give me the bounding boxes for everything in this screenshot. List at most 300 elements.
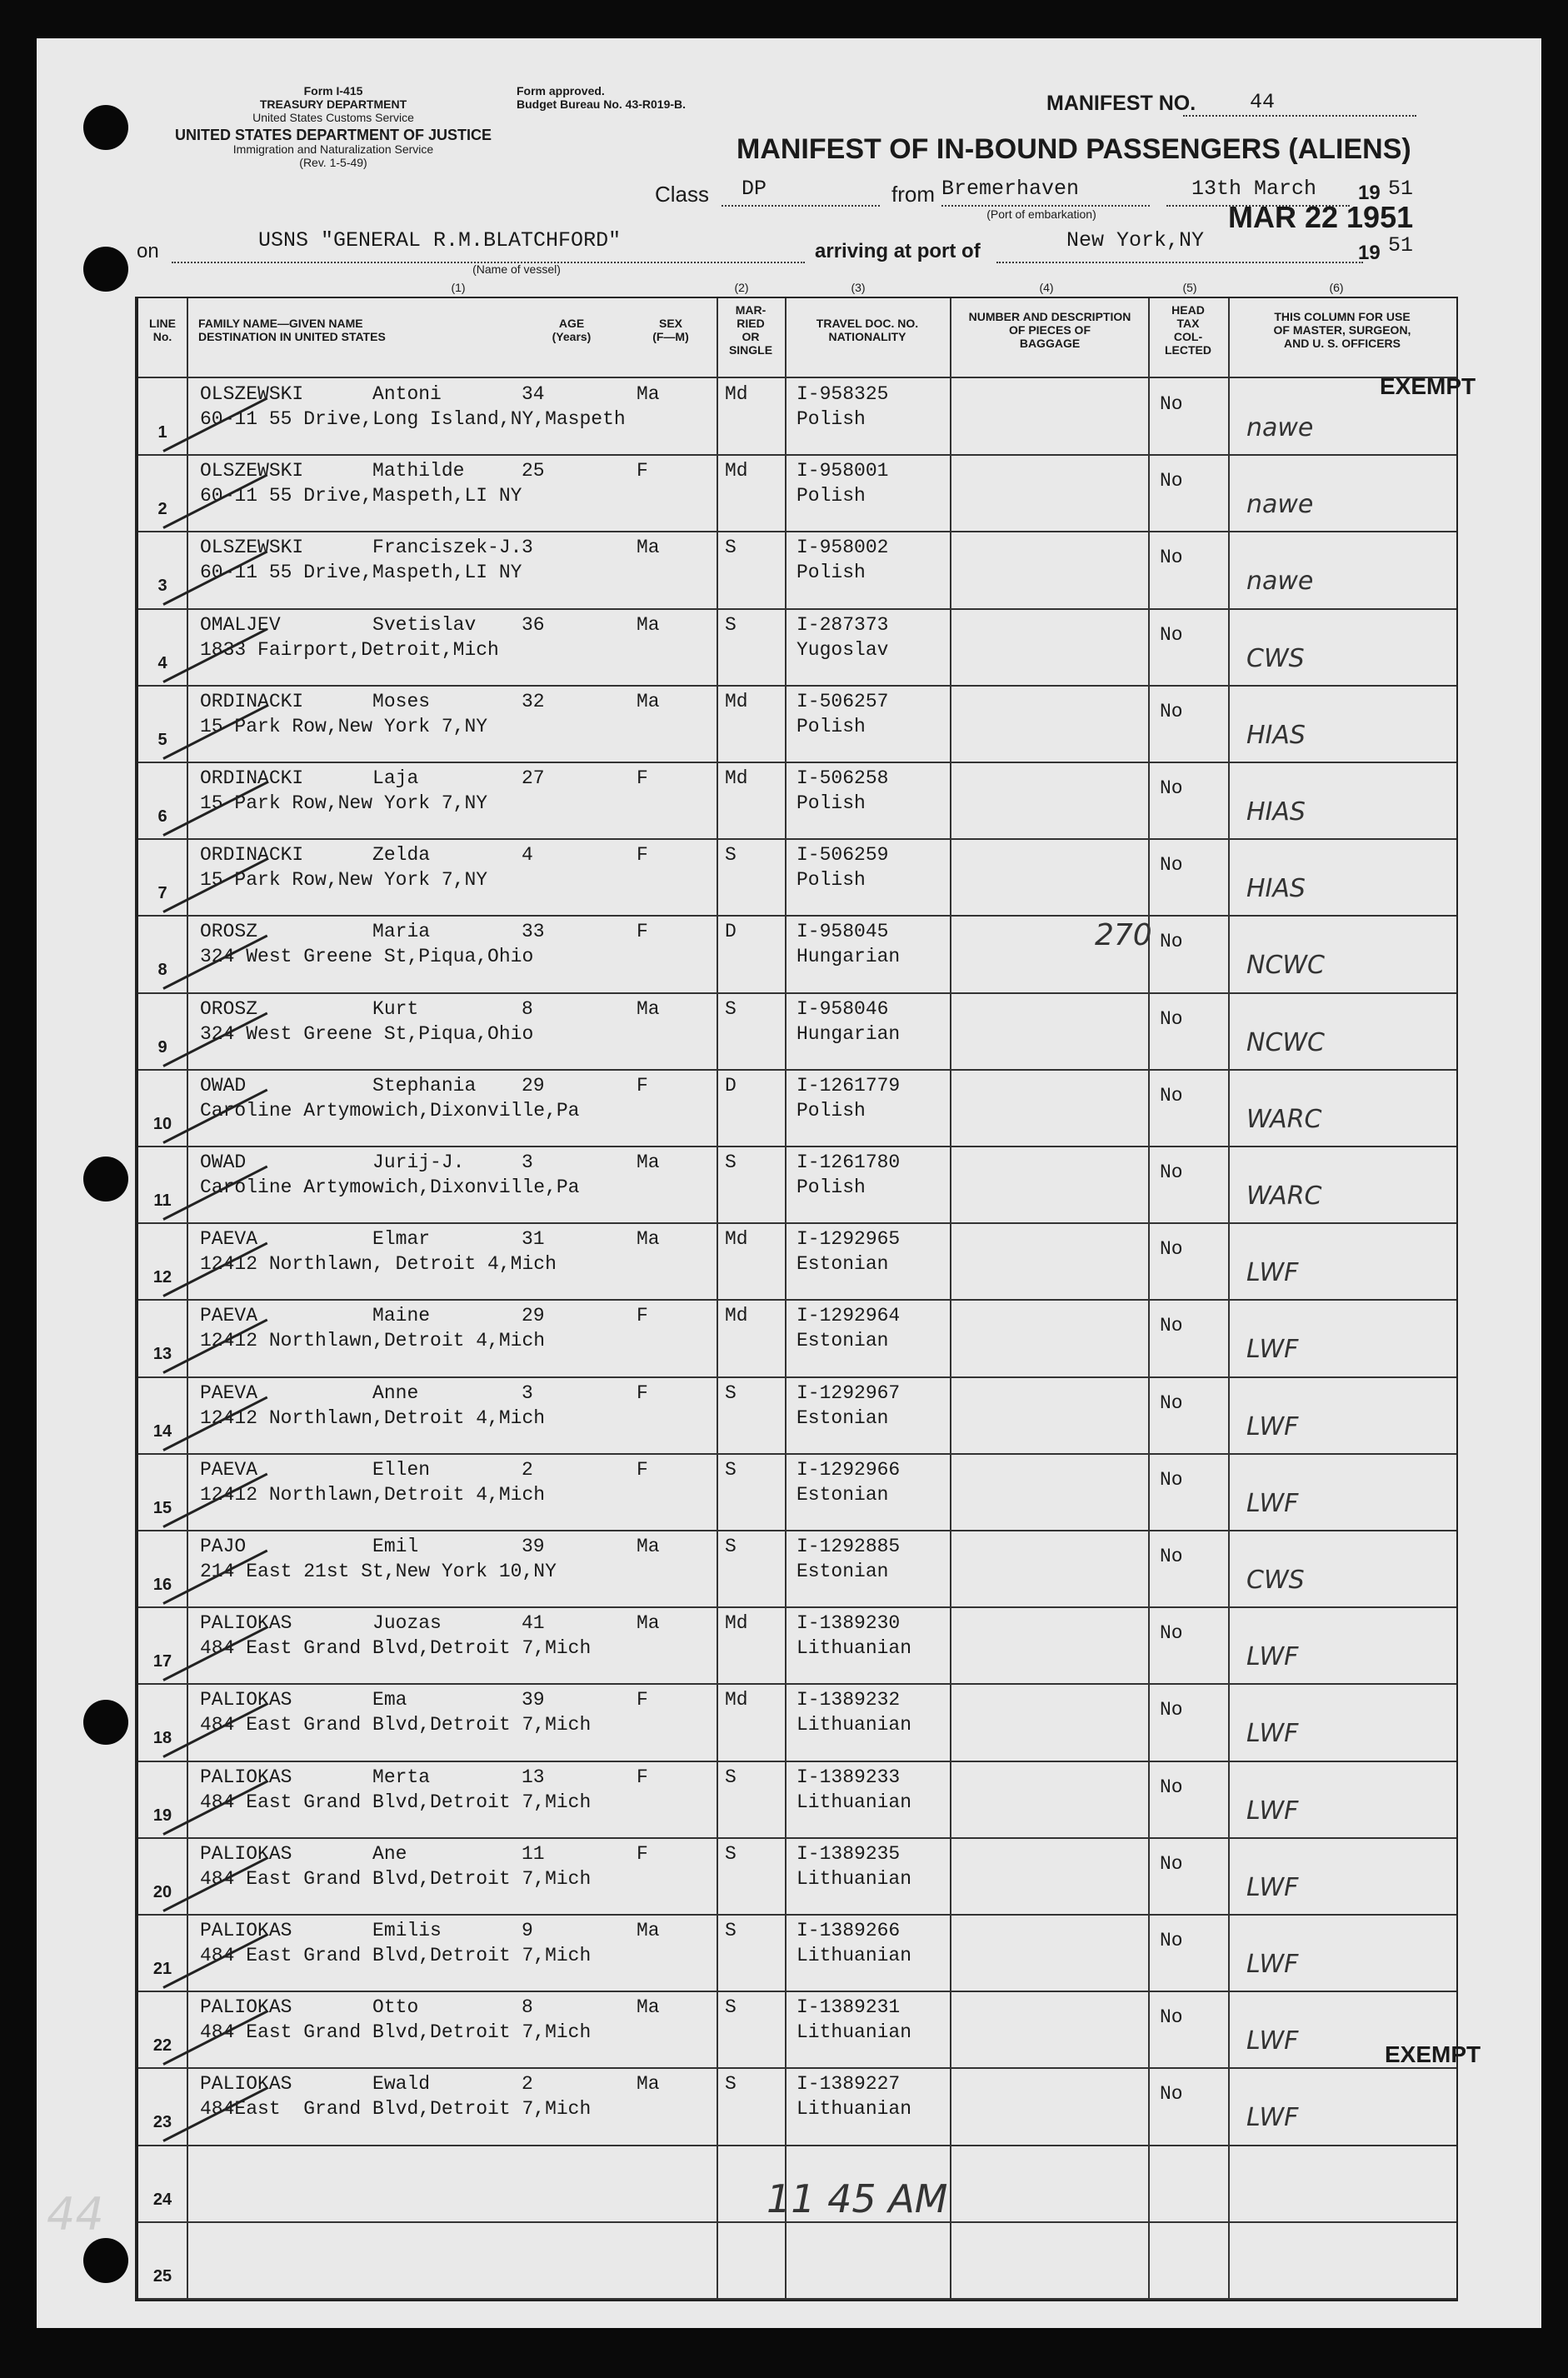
travel-doc-no: I-1292885	[796, 1536, 901, 1557]
marital-status: Md	[725, 767, 748, 789]
destination: Caroline Artymowich,Dixonville,Pa	[200, 1177, 580, 1198]
passenger-name: ORDINACKI Laja	[200, 767, 419, 789]
officer-note: LWF	[1246, 1258, 1299, 1288]
header-sex: SEX (F—M)	[652, 317, 689, 343]
budget-bureau: Budget Bureau No. 43-R019-B.	[517, 97, 687, 111]
nationality: Lithuanian	[796, 1945, 912, 1966]
punch-hole	[83, 105, 128, 150]
line-number: 3	[157, 577, 167, 596]
head-tax: No	[1160, 1391, 1183, 1414]
passenger-age: 32	[522, 690, 545, 712]
header-age: AGE (Years)	[552, 317, 592, 343]
destination: 214 East 21st St,New York 10,NY	[200, 1561, 557, 1582]
passenger-name: OLSZEWSKI Franciszek-J.	[200, 537, 522, 559]
nationality: Lithuanian	[796, 1637, 912, 1660]
arriving-line	[996, 262, 1363, 263]
line-number: 8	[157, 961, 167, 980]
table-row	[138, 1838, 1456, 1915]
passenger-sex: Ma	[637, 613, 660, 636]
line-number: 14	[152, 1421, 172, 1441]
head-tax: No	[1160, 623, 1183, 646]
table-row	[138, 839, 1456, 916]
table-row	[138, 1684, 1456, 1761]
marital-status: Md	[725, 1612, 748, 1635]
header-travel: TRAVEL DOC. NO. NATIONALITY	[816, 317, 919, 343]
officer-note: LWF	[1246, 1488, 1299, 1518]
passenger-name: PALIOKAS Ane	[200, 1842, 407, 1865]
passenger-name: PALIOKAS Emilis	[200, 1920, 442, 1941]
line-number: 20	[152, 1882, 172, 1901]
officer-note: LWF	[1246, 1950, 1299, 1979]
passenger-age: 3	[522, 1381, 533, 1404]
table-row	[138, 686, 1456, 762]
manifest-title: MANIFEST OF IN-BOUND PASSENGERS (ALIENS)	[737, 133, 1411, 165]
head-tax: No	[1160, 777, 1183, 799]
passenger-sex: Ma	[637, 537, 660, 559]
table-row	[138, 1147, 1456, 1223]
marital-status: D	[725, 921, 737, 943]
travel-doc-no: I-1261779	[796, 1074, 901, 1097]
officer-note: WARC	[1246, 1182, 1322, 1211]
marital-status: S	[725, 997, 737, 1020]
line-number: 13	[152, 1345, 172, 1364]
passenger-age: 27	[522, 767, 545, 789]
manifest-no-label: MANIFEST NO.	[1046, 92, 1196, 115]
travel-doc-no: I-958001	[796, 460, 889, 482]
passenger-name: OROSZ Maria	[200, 921, 431, 943]
nationality: Hungarian	[796, 1022, 901, 1045]
year-from: 51	[1388, 177, 1414, 201]
table-row	[138, 916, 1456, 992]
passenger-age: 25	[522, 460, 545, 482]
destination: 60-11 55 Drive,Maspeth,LI NY	[200, 562, 522, 584]
line-number: 9	[157, 1037, 167, 1057]
rev-date: (Rev. 1-5-49)	[299, 156, 367, 169]
table-row	[138, 1761, 1456, 1838]
officer-note: LWF	[1246, 2026, 1299, 2056]
destination: 12412 Northlawn, Detroit 4,Mich	[200, 1253, 557, 1276]
arriving-label: arriving at port of	[815, 240, 981, 262]
passenger-sex: Ma	[637, 1612, 660, 1635]
marital-status: S	[725, 613, 737, 636]
col-number: (2)	[734, 281, 749, 294]
table-row	[138, 1377, 1456, 1454]
class-label: Class	[655, 182, 710, 207]
passenger-name: OROSZ Kurt	[200, 997, 419, 1020]
customs-service: United States Customs Service	[252, 111, 414, 124]
marital-status: S	[725, 1766, 737, 1788]
passenger-name: PALIOKAS Ema	[200, 1689, 407, 1711]
head-tax: No	[1160, 1930, 1183, 1951]
travel-doc-no: I-1389266	[796, 1920, 901, 1941]
marital-status: S	[725, 537, 737, 559]
nationality: Estonian	[796, 1253, 889, 1276]
nationality: Estonian	[796, 1330, 889, 1352]
officer-note: HIAS	[1246, 797, 1306, 827]
passenger-sex: F	[637, 921, 648, 943]
passenger-sex: F	[637, 1381, 648, 1404]
passenger-sex: F	[637, 1766, 648, 1788]
passenger-age: 11	[522, 1842, 545, 1865]
destination: 1833 Fairport,Detroit,Mich	[200, 638, 499, 661]
header-married: MAR- RIED OR SINGLE	[728, 303, 773, 357]
baggage-note: 270	[1095, 918, 1152, 952]
passenger-table	[135, 297, 1481, 2301]
destination: 15 Park Row,New York 7,NY	[200, 792, 488, 814]
passenger-age: 29	[522, 1305, 545, 1327]
travel-doc-no: I-506258	[796, 767, 889, 789]
officer-note: LWF	[1246, 1796, 1299, 1826]
line-number: 5	[157, 730, 167, 749]
table-row	[138, 993, 1456, 1070]
nationality: Polish	[796, 1099, 866, 1122]
nationality: Hungarian	[796, 946, 901, 968]
passenger-name: OLSZEWSKI Mathilde	[200, 460, 465, 482]
on-label: on	[137, 240, 159, 262]
table-row	[138, 532, 1456, 608]
marital-status: S	[725, 1458, 737, 1481]
punch-hole	[83, 1157, 128, 1201]
form-approved: Form approved.	[517, 84, 605, 97]
line-number: 10	[152, 1114, 172, 1133]
marital-status: S	[725, 2073, 737, 2096]
travel-doc-no: I-506257	[796, 690, 889, 712]
passenger-age: 29	[522, 1074, 545, 1097]
destination: 484East Grand Blvd,Detroit 7,Mich	[200, 2098, 592, 2121]
destination: 324 West Greene St,Piqua,Ohio	[200, 946, 534, 968]
passenger-name: PALIOKAS Ewald	[200, 2073, 431, 2096]
travel-doc-no: I-1292967	[796, 1381, 901, 1404]
destination: 60-11 55 Drive,Maspeth,LI NY	[200, 485, 522, 507]
passenger-name: PAEVA Maine	[200, 1305, 431, 1327]
table-row	[138, 1223, 1456, 1300]
passenger-age: 3	[522, 1152, 533, 1173]
head-tax: No	[1160, 1776, 1183, 1798]
margin-number: 44	[47, 2188, 104, 2241]
passenger-sex: F	[637, 1842, 648, 1865]
officer-note: LWF	[1246, 1872, 1299, 1902]
travel-doc-no: I-1389235	[796, 1842, 901, 1865]
nationality: Polish	[796, 792, 866, 814]
nationality: Polish	[796, 1177, 866, 1198]
head-tax: No	[1160, 931, 1183, 953]
ins-service: Immigration and Naturalization Service	[232, 142, 434, 156]
head-tax: No	[1160, 854, 1183, 877]
manifest-no-value: 44	[1250, 90, 1276, 114]
passenger-age: 2	[522, 1458, 533, 1481]
line-number: 17	[152, 1652, 172, 1671]
table-row	[138, 1607, 1456, 1684]
line-number: 2	[157, 500, 167, 519]
line-number: 16	[152, 1576, 172, 1594]
line-number: 12	[152, 1268, 172, 1287]
officer-note: NCWC	[1246, 1027, 1325, 1057]
passenger-sex: Ma	[637, 997, 660, 1020]
passenger-sex: F	[637, 1689, 648, 1711]
head-tax: No	[1160, 1546, 1183, 1567]
table-row	[138, 1454, 1456, 1531]
class-line	[722, 205, 880, 207]
table-row	[138, 1070, 1456, 1147]
head-tax: No	[1160, 1238, 1183, 1261]
destination: Caroline Artymowich,Dixonville,Pa	[200, 1099, 580, 1122]
passenger-sex: F	[637, 1458, 648, 1481]
table-row	[138, 1300, 1456, 1376]
travel-doc-no: I-1389231	[796, 1996, 901, 2019]
travel-doc-no: I-1292965	[796, 1228, 901, 1251]
travel-doc-no: I-1292966	[796, 1458, 901, 1481]
passenger-name: PAEVA Anne	[200, 1381, 419, 1404]
passenger-sex: F	[637, 1074, 648, 1097]
destination: 484 East Grand Blvd,Detroit 7,Mich	[200, 1637, 592, 1660]
passenger-age: 9	[522, 1920, 533, 1941]
table-row	[138, 455, 1456, 532]
marital-status: Md	[725, 1305, 748, 1327]
travel-doc-no: I-1389232	[796, 1689, 901, 1711]
nationality: Lithuanian	[796, 2021, 912, 2044]
nationality: Polish	[796, 869, 866, 892]
col-number: (1)	[451, 281, 466, 294]
line-number: 11	[153, 1191, 172, 1210]
travel-doc-no: I-1389227	[796, 2073, 901, 2096]
marital-status: S	[725, 1996, 737, 2019]
line-number: 22	[152, 2036, 172, 2056]
passenger-sex: Ma	[637, 1152, 660, 1173]
nationality: Polish	[796, 715, 866, 737]
passenger-name: ORDINACKI Zelda	[200, 844, 431, 867]
passenger-name: OWAD Jurij-J.	[200, 1152, 465, 1173]
nationality: Polish	[796, 562, 866, 584]
destination: 484 East Grand Blvd,Detroit 7,Mich	[200, 2021, 592, 2044]
exempt-stamp: EXEMPT	[1385, 2041, 1481, 2067]
line-number: 6	[157, 807, 167, 826]
class-value: DP	[742, 177, 767, 201]
passenger-sex: Ma	[637, 1920, 660, 1941]
from-value: Bremerhaven	[941, 177, 1080, 201]
officer-note: LWF	[1246, 2103, 1299, 2133]
marital-status: Md	[725, 1228, 748, 1251]
head-tax: No	[1160, 1162, 1183, 1183]
officer-note: LWF	[1246, 1642, 1299, 1672]
header-officers: THIS COLUMN FOR USE OF MASTER, SURGEON, AND U. S. OFFICERS	[1273, 310, 1411, 350]
head-tax: No	[1160, 1852, 1183, 1875]
passenger-sex: Ma	[637, 1996, 660, 2019]
head-tax: No	[1160, 1699, 1183, 1721]
travel-doc-no: I-958325	[796, 383, 889, 405]
nationality: Estonian	[796, 1561, 889, 1582]
passenger-sex: Ma	[637, 1536, 660, 1557]
nationality: Lithuanian	[796, 1791, 912, 1813]
header-baggage: NUMBER AND DESCRIPTION OF PIECES OF BAGGAGE	[968, 310, 1131, 350]
treasury-dept: TREASURY DEPARTMENT	[259, 97, 407, 111]
punch-hole	[83, 2238, 128, 2283]
year-arr: 51	[1388, 233, 1414, 257]
line-number: 19	[152, 1806, 172, 1825]
officer-note: nawe	[1246, 490, 1314, 520]
head-tax: No	[1160, 1084, 1183, 1107]
officer-note: nawe	[1246, 413, 1314, 442]
nationality: Polish	[796, 408, 866, 430]
passenger-age: 4	[522, 844, 533, 867]
table-row	[138, 378, 1456, 455]
passenger-name: PALIOKAS Merta	[200, 1766, 431, 1788]
col-number: (4)	[1039, 281, 1054, 294]
arrival-date-stamp: MAR 22 1951	[1228, 200, 1414, 234]
passenger-sex: F	[637, 767, 648, 789]
marital-status: S	[725, 1920, 737, 1941]
table-row	[138, 609, 1456, 686]
marital-status: Md	[725, 383, 748, 405]
travel-doc-no: I-958045	[796, 921, 889, 943]
officer-note: WARC	[1246, 1104, 1322, 1134]
nationality: Lithuanian	[796, 1714, 912, 1736]
passenger-age: 41	[522, 1612, 545, 1635]
line-number: 1	[157, 423, 167, 442]
passenger-age: 8	[522, 997, 533, 1020]
col-number: (3)	[851, 281, 866, 294]
passenger-name: PALIOKAS Juozas	[200, 1612, 442, 1635]
head-tax: No	[1160, 1622, 1183, 1645]
row-rule	[138, 2298, 1456, 2300]
travel-doc-no: I-506259	[796, 844, 889, 867]
marital-status: S	[725, 844, 737, 867]
justice-dept: UNITED STATES DEPARTMENT OF JUSTICE	[174, 127, 492, 143]
passenger-age: 39	[522, 1536, 545, 1557]
destination: 12412 Northlawn,Detroit 4,Mich	[200, 1483, 546, 1506]
passenger-age: 13	[522, 1766, 545, 1788]
travel-doc-no: I-1389230	[796, 1612, 901, 1635]
passenger-age: 31	[522, 1228, 545, 1251]
officer-note: nawe	[1246, 567, 1314, 597]
travel-doc-no: I-958046	[796, 997, 889, 1020]
passenger-sex: F	[637, 1305, 648, 1327]
destination: 12412 Northlawn,Detroit 4,Mich	[200, 1406, 546, 1429]
header-headtax: HEAD TAX COL- LECTED	[1165, 303, 1211, 357]
officer-note: LWF	[1246, 1335, 1299, 1365]
marital-status: Md	[725, 460, 748, 482]
officer-note: CWS	[1246, 643, 1305, 673]
head-tax: No	[1160, 470, 1183, 492]
passenger-sex: F	[637, 844, 648, 867]
destination: 484 East Grand Blvd,Detroit 7,Mich	[200, 1867, 592, 1890]
line-number: 21	[152, 1960, 172, 1978]
passenger-sex: F	[637, 460, 648, 482]
marital-status: S	[725, 1536, 737, 1557]
line-number: 25	[152, 2266, 172, 2286]
destination: 15 Park Row,New York 7,NY	[200, 869, 488, 892]
arriving-value: New York,NY	[1066, 228, 1205, 252]
passenger-name: OWAD Stephania	[200, 1074, 477, 1097]
head-tax: No	[1160, 2006, 1183, 2029]
passenger-age: 2	[522, 2073, 533, 2096]
nationality: Lithuanian	[796, 2098, 912, 2121]
footer-time: 11 45 AM	[767, 2176, 948, 2221]
vessel-label: (Name of vessel)	[472, 262, 561, 276]
marital-status: Md	[725, 1689, 748, 1711]
header-family: FAMILY NAME—GIVEN NAME DESTINATION IN UNITED STATES	[198, 317, 386, 343]
travel-doc-no: I-1389233	[796, 1766, 901, 1788]
passenger-name: OLSZEWSKI Antoni	[200, 383, 442, 405]
exempt-stamp: EXEMPT	[1380, 373, 1476, 399]
year-from-prefix: 19	[1358, 182, 1381, 204]
travel-doc-no: I-287373	[796, 613, 889, 636]
nationality: Lithuanian	[796, 1867, 912, 1890]
marital-status: S	[725, 1152, 737, 1173]
passenger-age: 34	[522, 383, 545, 405]
passenger-age: 33	[522, 921, 545, 943]
passenger-sex: Ma	[637, 1228, 660, 1251]
line-number: 15	[152, 1498, 172, 1517]
vessel-name: USNS "GENERAL R.M.BLATCHFORD"	[258, 228, 622, 252]
passenger-sex: Ma	[637, 690, 660, 712]
destination: 15 Park Row,New York 7,NY	[200, 715, 488, 737]
passenger-age: 36	[522, 613, 545, 636]
passenger-name: OMALJEV Svetislav	[200, 613, 477, 636]
passenger-name: ORDINACKI Moses	[200, 690, 431, 712]
nationality: Estonian	[796, 1483, 889, 1506]
travel-doc-no: I-958002	[796, 537, 889, 559]
table-row	[138, 2222, 1456, 2299]
passenger-age: 3	[522, 537, 533, 559]
head-tax: No	[1160, 393, 1183, 415]
destination: 484 East Grand Blvd,Detroit 7,Mich	[200, 1791, 592, 1813]
head-tax: No	[1160, 1315, 1183, 1337]
punch-hole	[83, 1700, 128, 1745]
form-number: Form I-415	[303, 84, 363, 97]
punch-hole	[83, 247, 128, 292]
col-number: (6)	[1329, 281, 1344, 294]
marital-status: S	[725, 1381, 737, 1404]
manifest-no-line	[1183, 115, 1416, 117]
officer-note: HIAS	[1246, 874, 1306, 904]
table-row	[138, 2068, 1456, 2145]
nationality: Estonian	[796, 1406, 889, 1429]
travel-doc-no: I-1292964	[796, 1305, 901, 1327]
passenger-name: PAEVA Ellen	[200, 1458, 431, 1481]
line-number: 18	[152, 1729, 172, 1748]
port-embark-label: (Port of embarkation)	[986, 207, 1096, 221]
head-tax: No	[1160, 1468, 1183, 1491]
table-row	[138, 1915, 1456, 1991]
destination: 484 East Grand Blvd,Detroit 7,Mich	[200, 1714, 592, 1736]
passenger-sex: Ma	[637, 383, 660, 405]
destination: 484 East Grand Blvd,Detroit 7,Mich	[200, 1945, 592, 1966]
col-number: (5)	[1182, 281, 1197, 294]
line-number: 7	[157, 884, 167, 903]
officer-note: CWS	[1246, 1566, 1305, 1595]
passenger-sex: Ma	[637, 2073, 660, 2096]
destination: 324 West Greene St,Piqua,Ohio	[200, 1022, 534, 1045]
head-tax: No	[1160, 1007, 1183, 1030]
officer-note: LWF	[1246, 1411, 1299, 1441]
destination: 60-11 55 Drive,Long Island,NY,Maspeth	[200, 408, 626, 430]
from-line	[941, 205, 1150, 207]
table-row	[138, 1991, 1456, 2068]
line-number: 24	[152, 2190, 172, 2209]
head-tax: No	[1160, 547, 1183, 569]
nationality: Yugoslav	[796, 638, 889, 661]
year-arr-prefix: 19	[1358, 242, 1381, 264]
head-tax: No	[1160, 2083, 1183, 2106]
from-date: 13th March	[1191, 177, 1317, 201]
passenger-name: PAEVA Elmar	[200, 1228, 431, 1251]
header-line: LINE No.	[149, 317, 176, 343]
travel-doc-no: I-1261780	[796, 1152, 901, 1173]
passenger-age: 39	[522, 1689, 545, 1711]
nationality: Polish	[796, 485, 866, 507]
passenger-name: PAJO Emil	[200, 1536, 419, 1557]
officer-note: HIAS	[1246, 720, 1306, 750]
